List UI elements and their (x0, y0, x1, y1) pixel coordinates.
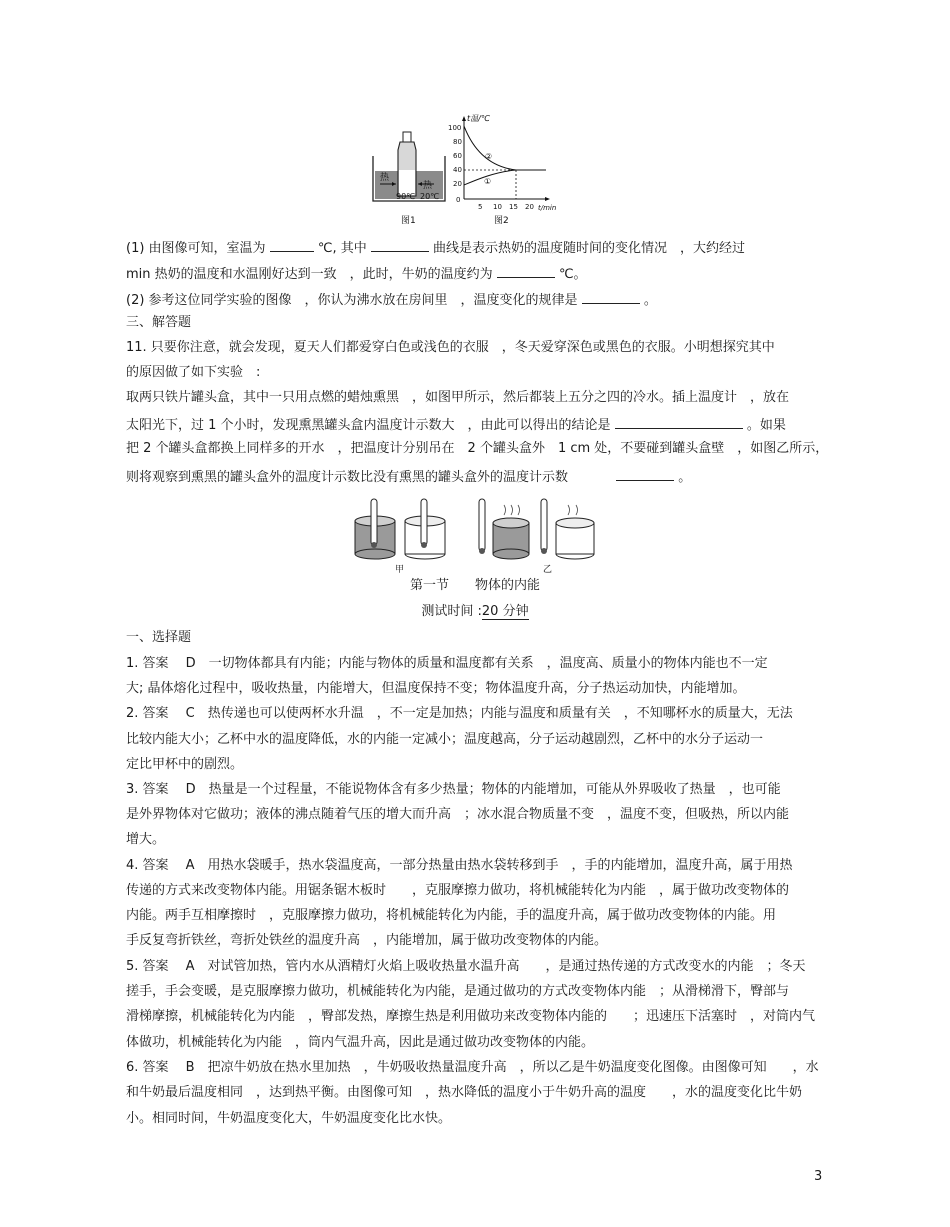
q10-text-1c: 曲线是表示热奶的温度随时间的变化情况 ，大约经过 (433, 241, 746, 256)
y-tick-60: 60 (453, 152, 462, 160)
q11-line-5: 把 2 个罐头盒都换上同样多的开水 ，把温度计分别吊在 2 个罐头盒外 1 cm 处，不要碰到罐头盒壁 ，如图乙所示， (126, 441, 829, 456)
answer-5-line-2: 搓手，手会变暖，是克服摩擦力做功，机械能转化为内能，是通过做功的方式改变物体内能 ；从滑梯滑下，臀部与 (126, 984, 790, 999)
y-tick-0: 0 (456, 196, 461, 204)
figure-1-beaker (368, 126, 452, 228)
answer-3-line-2: 是外界物体对它做功；液体的沸点随着气压的增大而升高 ；冰水混合物质量不变 ，温度不变，但吸热，所以内能 (126, 807, 790, 822)
answer-6-line-3: 小。相同时间，牛奶温度变化大，牛奶温度变化比水快。 (126, 1111, 452, 1126)
q10-line-2 (126, 263, 587, 284)
bottle-cap (403, 132, 411, 142)
fig1-temp-right: 20℃ (420, 192, 440, 201)
answer-blank-room-temp[interactable] (270, 237, 314, 252)
fig3-label-jia: 甲 (395, 565, 405, 575)
x-tick-15: 15 (509, 203, 518, 211)
answer-5-line-3: 滑梯摩擦，机械能转化为内能 ，臀部发热，摩擦生热是利用做功来改变物体内能的 ；迅速压下活塞时 ，对筒内气 (126, 1009, 816, 1024)
answer-4-line-1: 4. 答案 A 用热水袋暖手，热水袋温度高，一部分热量由热水袋转移到手 ，手的内能增加，温度升高，属于用热 (126, 858, 793, 873)
section-1-heading: 一、选择题 (126, 630, 192, 645)
curve-label-2: ② (485, 152, 493, 161)
q10-text-1b: ℃, 其中 (317, 241, 367, 256)
q11-text-4b: 。如果 (746, 418, 786, 433)
y-tick-80: 80 (453, 138, 462, 146)
y-tick-40: 40 (453, 166, 462, 174)
q11-line-4 (126, 414, 786, 435)
answer-4-line-3: 内能。两手互相摩擦时 ，克服摩擦力做功，将机械能转化为内能，手的温度升高，属于做功改变物体的内能。用 (126, 908, 777, 923)
curve-2 (464, 126, 516, 170)
can-blackened-jia (355, 499, 395, 559)
q10-line-1 (126, 237, 745, 258)
answer-4-line-4: 手反复弯折铁丝，弯折处铁丝的温度升高 ，内能增加，属于做功改变物体的内能。 (126, 933, 608, 948)
q11-line-2: 的原因做了如下实验 : (126, 365, 261, 380)
answer-5-line-1: 5. 答案 A 对试管加热，管内水从酒精灯火焰上吸收热量水温升高 ，是通过热传递的方式改变水的内能 ；冬天 (126, 959, 806, 974)
fig1-temp-left: 90℃ (396, 192, 416, 201)
q11-line-3: 取两只铁片罐头盒，其中一只用点燃的蜡烛熏黑 ，如图甲所示，然后都装上五分之四的冷水。插上温度计 ，放在 (126, 390, 790, 405)
q11-text-6a: 则将观察到熏黑的罐头盒外的温度计示数比没有熏黑的罐头盒外的温度计示数 (126, 470, 569, 485)
fig1-label-hot-left: 热 (380, 173, 390, 183)
fig1-label-hot-right: 热 (423, 181, 433, 191)
answer-6-line-1: 6. 答案 B 把凉牛奶放在热水里加热 ，牛奶吸收热量温度升高 ，所以乙是牛奶温度变化图像。由图像可知 ，水 (126, 1060, 819, 1075)
answer-blank-thermometer[interactable] (616, 466, 674, 481)
q11-text-4a: 太阳光下，过 1 个小时，发现熏黑罐头盒内温度计示数大 ，由此可以得出的结论是 (126, 418, 611, 433)
figure-2-graph (446, 112, 556, 228)
fig3-label-yi: 乙 (543, 565, 553, 575)
section-3-heading: 三、解答题 (126, 315, 192, 330)
answer-6-line-2: 和牛奶最后温度相同 ，达到热平衡。由图像可知 ，热水降低的温度小于牛奶升高的温度 ，水的温度变化比牛奶 (126, 1085, 803, 1100)
y-tick-20: 20 (453, 180, 462, 188)
answer-1-line-2: 大; 晶体熔化过程中，吸收热量，内能增大，但温度保持不变；物体温度升高，分子热运动加快，内能增加。 (126, 681, 746, 696)
fig2-caption: 图2 (494, 216, 509, 226)
q11-line-1: 11. 只要你注意，就会发现，夏天人们都爱穿白色或浅色的衣服 ，冬天爱穿深色或黑色的衣服。小明想探究其中 (126, 340, 775, 355)
x-tick-5: 5 (478, 203, 483, 211)
x-axis-label: t/min (538, 204, 556, 212)
answer-blank-curve[interactable] (371, 237, 429, 252)
test-time (0, 603, 950, 621)
q10-text-2b: ℃。 (558, 267, 587, 282)
q10-text-3a: (2) 参考这位同学实验的图像 ，你认为沸水放在房间里 ，温度变化的规律是 (126, 293, 578, 308)
figure-3-cans (348, 493, 604, 575)
answer-section-title: 第一节 物体的内能 (409, 578, 540, 593)
y-axis-label: t温/℃ (467, 114, 490, 123)
test-time-value: 20 分钟 (481, 604, 529, 619)
answer-2-line-2: 比较内能大小；乙杯中水的温度降低，水的内能一定减小；温度越高，分子运动越剧烈，乙杯中的水分子运动一 (126, 732, 764, 747)
answer-3-line-1: 3. 答案 D 热量是一个过程量，不能说物体含有多少热量；物体的内能增加，可能从外界吸收了热量 ，也可能 (126, 782, 781, 797)
answer-blank-rule[interactable] (582, 289, 640, 304)
answer-blank-conclusion[interactable] (615, 414, 743, 429)
answer-2-line-3: 定比甲杯中的剧烈。 (126, 757, 244, 772)
answer-blank-milk-temp[interactable] (497, 263, 555, 278)
q10-text-2a: min 热奶的温度和水温刚好达到一致 ，此时，牛奶的温度约为 (126, 267, 493, 282)
answer-3-line-3: 增大。 (126, 832, 166, 847)
q10-text-1a: (1) 由图像可知，室温为 (126, 241, 266, 256)
q11-text-6b: 。 (678, 470, 692, 485)
can-blackened-yi (479, 499, 529, 559)
x-tick-20: 20 (525, 203, 534, 211)
answer-1-line-1: 1. 答案 D 一切物体都具有内能；内能与物体的质量和温度都有关系 ，温度高、质量小的物体内能也不一定 (126, 656, 768, 671)
y-tick-100: 100 (448, 124, 462, 132)
can-plain-yi (541, 499, 594, 559)
q11-line-6 (126, 466, 691, 487)
q10-line-3 (126, 289, 657, 310)
x-tick-10: 10 (493, 203, 502, 211)
fig1-caption: 图1 (401, 216, 416, 226)
q10-text-3b: 。 (643, 293, 657, 308)
curve-label-1: ① (484, 177, 492, 186)
answer-2-line-1: 2. 答案 C 热传递也可以使两杯水升温 ，不一定是加热；内能与温度和质量有关 ，不知哪杯水的质量大，无法 (126, 706, 793, 721)
answer-4-line-2: 传递的方式来改变物体内能。用锯条锯木板时 ，克服摩擦力做功，将机械能转化为内能 ，属于做功改变物体的 (126, 883, 790, 898)
answer-5-line-4: 体做功，机械能转化为内能 ，筒内气温升高，因此是通过做功改变物体的内能。 (126, 1035, 595, 1050)
test-time-label: 测试时间 : (421, 604, 482, 619)
can-plain-jia (405, 499, 445, 559)
page-number: 3 (814, 1169, 823, 1184)
